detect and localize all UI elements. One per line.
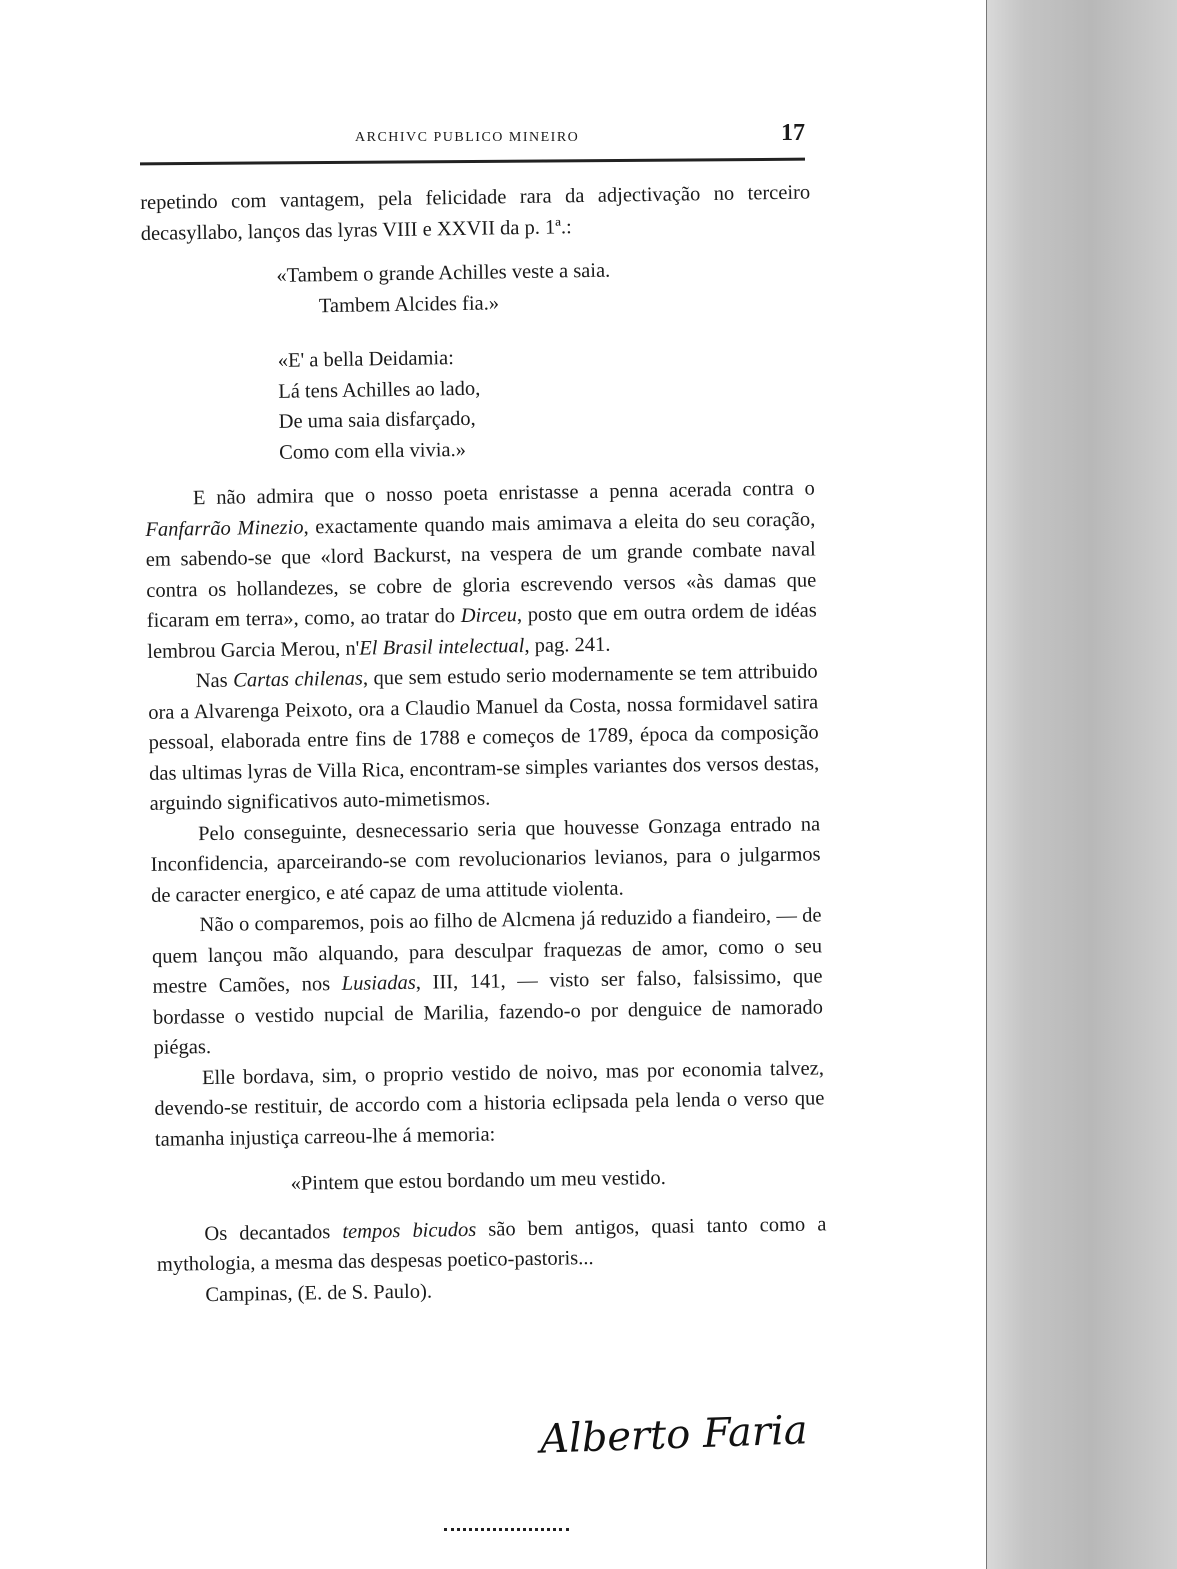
text-run: , exactamente quando mais amimava a eleita do seu coração, em sabendo-se que «lord Backurst, na vespera de um grande combate naval contra os hollandezes, se cobre de gloria escrevendo versos «às damas que ficaram em terra», como, ao tratar do (145, 507, 817, 632)
verse-quote-1 (141, 252, 814, 469)
italic-title: tempos bicudos (342, 1218, 477, 1243)
page-body (140, 177, 828, 1310)
text-run: Nas (195, 669, 234, 693)
end-ornament (444, 1528, 569, 1531)
text-run: são bem antigos, quasi tanto como a mythologia, a mesma das despesas poetico-pastoris... (156, 1212, 827, 1276)
text-run: Os decantados (204, 1220, 343, 1245)
italic-title: Fanfarrão Minezio (145, 515, 304, 541)
page-header (355, 120, 805, 156)
text-run: , posto que em outra ordem de idéas lembrou Garcia Merou, n' (147, 599, 817, 663)
paragraph-1: repetindo com vantagem, pela felicidade rara da adjectivação no terceiro decasyllabo, lanços das lyras VIII e XXVII da p. 1ª.: (140, 181, 811, 245)
verse-line: De uma saia disfarçado, (278, 407, 476, 433)
paragraph-6: Elle bordava, sim, o proprio vestido de noivo, mas por economia talvez, devendo-se restituir, de accordo com a historia eclipsada pela lenda o verso que tamanha injustiça carreou-lhe á memoria: (154, 1056, 825, 1151)
running-title: ARCHIVC PUBLICO MINEIRO (355, 130, 580, 145)
place-line: Campinas, (E. de S. Paulo). (205, 1280, 433, 1306)
verse-line: «E' a bella Deidamia: (277, 347, 455, 372)
verse-line: «Tambem o grande Achilles veste a saia. (276, 259, 611, 287)
page-number: 17 (781, 120, 805, 146)
text-run: , III, 141, — visto ser falso, falsissimo, que bordasse o vestido nupcial de Marilia, fazendo-o por denguice de namorado piégas. (152, 965, 824, 1059)
italic-title: El Brasil intelectual (359, 634, 525, 660)
header-rule (140, 158, 805, 166)
paragraph-3 (148, 656, 820, 819)
paragraph-2 (145, 473, 818, 667)
scan-gutter-edge (986, 0, 1177, 1569)
verse-line: Tambem Alcides fia.» (318, 291, 500, 317)
paragraph-7 (156, 1209, 827, 1281)
paragraph-5 (151, 900, 823, 1063)
paragraph-4: Pelo conseguinte, desnecessario seria que houvesse Gonzaga entrado na Inconfidencia, aparceirando-se com revolucionarios levianos, para o julgarmos de caracter energico, e até capaz de uma attitude violenta. (150, 812, 821, 907)
author-signature: Alberto Faria (539, 1407, 809, 1463)
text-run: E não admira que o nosso poeta enristasse a penna acerada contra o (192, 477, 815, 510)
italic-title: Dirceu (460, 604, 518, 628)
verse-line: Como com ella vivia.» (278, 438, 467, 464)
text-run: Não o comparemos, pois ao filho de Alcmena já reduzido a fiandeiro, — de quem lançou mão alquando, para desculpar fraquezas de amor, como o seu mestre Camões, nos (151, 904, 823, 998)
text-run: , que sem estudo serio modernamente se tem attribuido ora a Alvarenga Peixoto, ora a Claudio Manuel da Costa, nossa formidavel satira pessoal, elaborada entre fins de 1788 e começos de 1789, época da composição das ultimas lyras de Villa Rica, encontram-se simples variantes dos versos destas, arguindo significativos auto-mimetismos. (148, 660, 820, 815)
verse-line: Lá tens Achilles ao lado, (278, 377, 481, 403)
italic-title: Cartas chilenas (233, 667, 364, 692)
italic-title: Lusiadas (341, 971, 416, 995)
verse-quote-2: «Pintem que estou bordando um meu vestido. (290, 1166, 667, 1195)
text-run: , pag. 241. (524, 633, 611, 657)
